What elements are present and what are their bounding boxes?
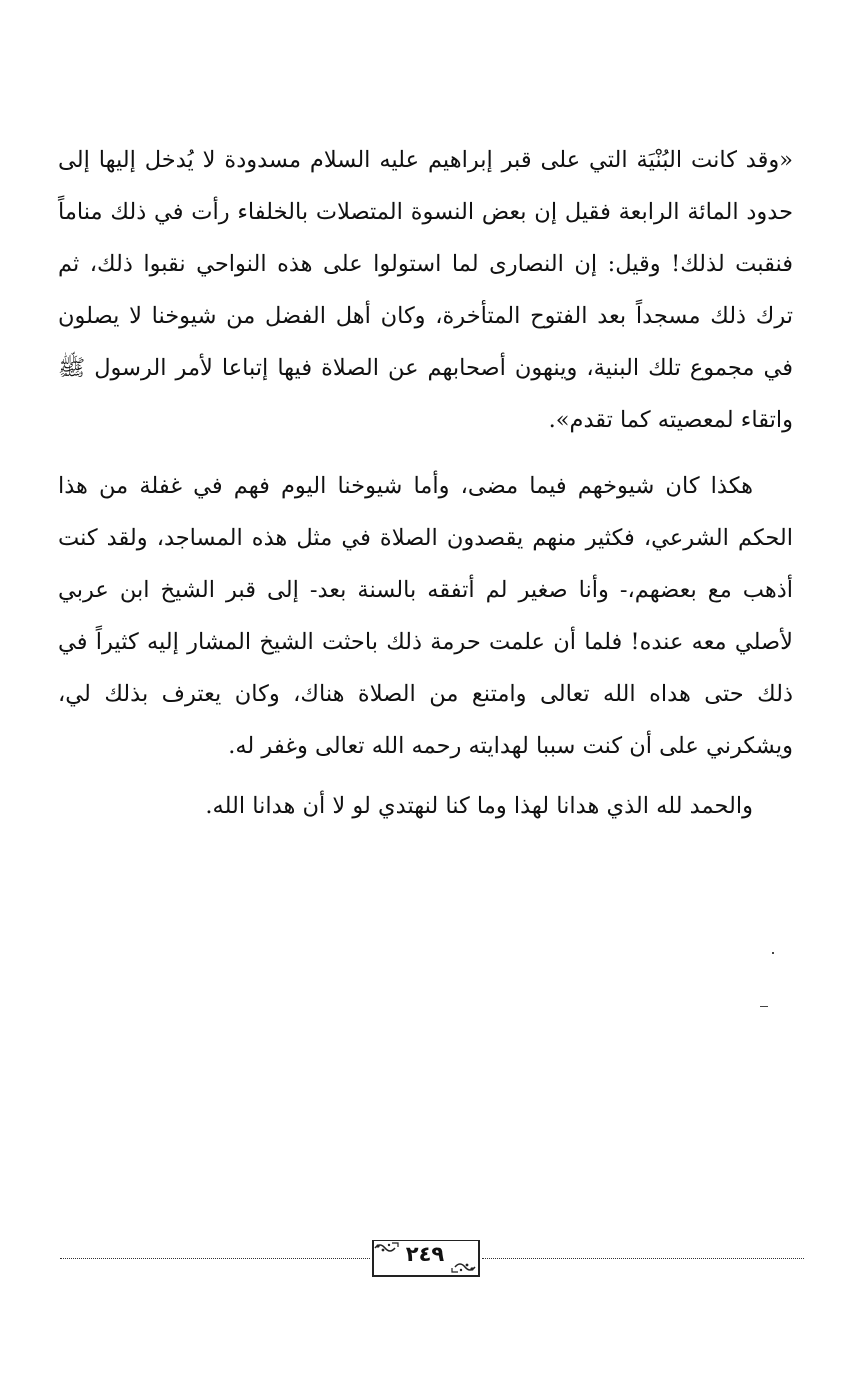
commentary-paragraph (58, 460, 793, 772)
quoted-paragraph (58, 134, 793, 446)
scan-speck (772, 952, 774, 954)
page-footer (60, 1238, 804, 1282)
footer-dotted-rule-left (60, 1258, 370, 1259)
footer-dotted-rule-right (482, 1258, 804, 1259)
closing-paragraph (58, 780, 793, 832)
paragraph-text: والحمد لله الذي هدانا لهذا وما كنا لنهتدي لو لا أن هدانا الله. (205, 793, 753, 819)
page-number-frame (370, 1238, 480, 1278)
scan-speck (760, 1006, 768, 1007)
paragraph-text: هكذا كان شيوخهم فيما مضى، وأما شيوخنا اليوم فهم في غفلة من هذا الحكم الشرعي، فكثير منهم يقصدون الصلاة في مثل هذه المساجد، ولقد كنت أذهب مع بعضهم،- وأنا صغير لم أتفقه بالسنة بعد- إلى قبر الشيخ ابن عربي لأصلي معه عنده! فلما أن علمت حرمة ذلك باحثت الشيخ المشار إليه كثيراً في ذلك حتى هداه الله تعالى وامتنع من الصلاة هناك، وكان يعترف بذلك لي، ويشكرني على أن كنت سببا لهدايته رحمه الله تعالى وغفر له. (58, 473, 793, 759)
page-number: ٢٤٩ (405, 1242, 445, 1266)
paragraph-text: «وقد كانت البُنْيَة التي على قبر إبراهيم عليه السلام مسدودة لا يُدخل إليها إلى حدود المائة الرابعة فقيل إن بعض النسوة المتصلات بالخلفاء رأت في ذلك مناماً فنقبت لذلك! وقيل: إن النصارى لما استولوا على هذه النواحي نقبوا ذلك، ثم ترك ذلك مسجداً بعد الفتوح المتأخرة، وكان أهل الفضل من شيوخنا لا يصلون في مجموع تلك البنية، وينهون أصحابهم عن الصلاة فيها إتباعا لأمر الرسول ﷺ واتقاء لمعصيته كما تقدم». (58, 147, 793, 433)
